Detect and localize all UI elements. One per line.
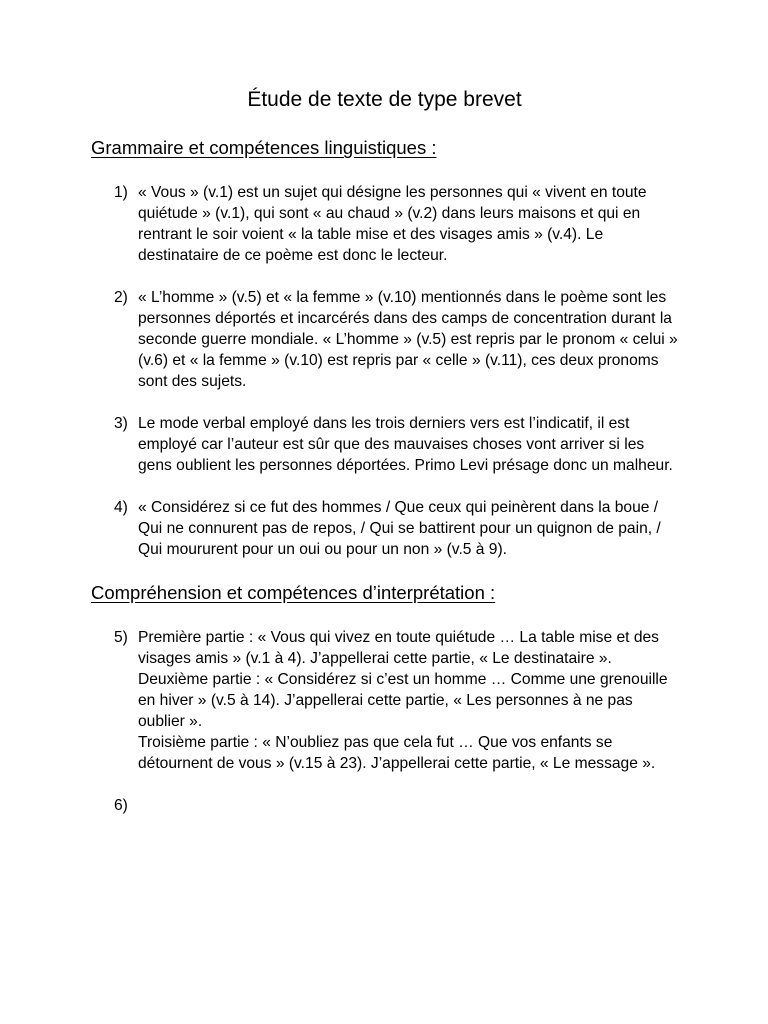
question-number: 3): [114, 415, 128, 432]
question-item: [91, 413, 678, 476]
answer-paragraph: Première partie : « Vous qui vivez en toute quiétude … La table mise et des visages amis » (v.1 à 4). J’appellerai cette partie, « Le destinataire ».: [138, 629, 659, 667]
section-heading-grammar: Grammaire et compétences linguistiques :: [91, 137, 437, 158]
answer-text: [138, 413, 678, 476]
answer-paragraph: Troisième partie : « N’oubliez pas que cela fut … Que vos enfants se détournent de vous » (v.15 à 23). J’appellerai cette partie, « Le message ».: [138, 734, 656, 772]
question-number: 5): [114, 629, 128, 646]
question-item: [91, 795, 678, 816]
question-item: [91, 182, 678, 266]
question-list-comprehension: [91, 627, 678, 816]
question-number: 4): [114, 499, 128, 516]
answer-paragraph: « Vous » (v.1) est un sujet qui désigne les personnes qui « vivent en toute quiétude » (v.1), qui sont « au chaud » (v.2) dans leurs maisons et qui en rentrant le soir voient « la table mise et des visages amis » (v.4). Le destinataire de ce poème est donc le lecteur.: [138, 184, 647, 264]
question-number: 1): [114, 184, 128, 201]
question-number: 2): [114, 289, 128, 306]
answer-text: [138, 182, 678, 266]
question-item: [91, 287, 678, 392]
answer-paragraph: Deuxième partie : « Considérez si c’est un homme … Comme une grenouille en hiver » (v.5 à 14). J’appellerai cette partie, « Les personnes à ne pas oublier ».: [138, 671, 668, 730]
answer-text: [138, 287, 678, 392]
section-heading-comprehension: Compréhension et compétences d’interprétation :: [91, 582, 496, 603]
answer-paragraph: Le mode verbal employé dans les trois derniers vers est l’indicatif, il est employé car l’auteur est sûr que des mauvaises choses vont arriver si les gens oublient les personnes déportées. Primo Levi présage donc un malheur.: [138, 415, 673, 474]
question-number: 6): [114, 797, 128, 814]
answer-paragraph: « Considérez si ce fut des hommes / Que ceux qui peinèrent dans la boue / Qui ne connurent pas de repos, / Qui se battirent pour un quignon de pain, / Qui moururent pour un oui ou pour un non » (v.5 à 9).: [138, 499, 661, 558]
question-item: [91, 497, 678, 560]
answer-paragraph: « L’homme » (v.5) et « la femme » (v.10) mentionnés dans le poème sont les personnes déportés et incarcérés dans des camps de concentration durant la seconde guerre mondiale. « L’homme » (v.5) est repris par le pronom « celui » (v.6) et « la femme » (v.10) est repris par « celle » (v.11), ces deux pronoms sont des sujets.: [138, 289, 678, 390]
question-list-grammar: [91, 182, 678, 560]
answer-text: [138, 795, 678, 816]
answer-text: [138, 627, 678, 774]
document-title: Étude de texte de type brevet: [247, 88, 522, 111]
answer-text: [138, 497, 678, 560]
question-item: [91, 627, 678, 774]
